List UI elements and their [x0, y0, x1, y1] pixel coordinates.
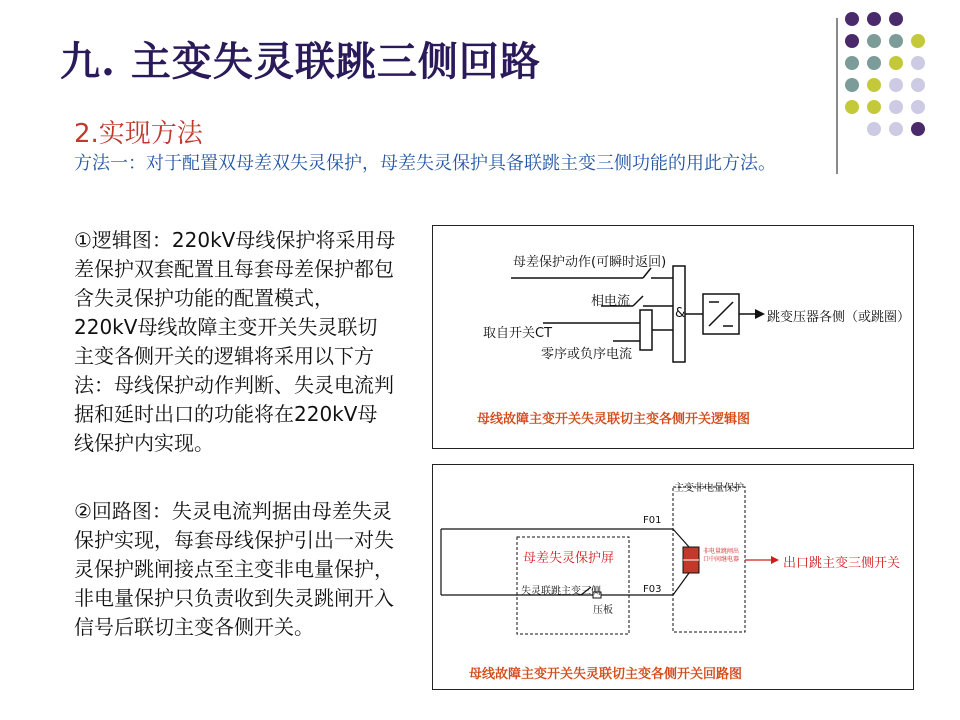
logic-diagram-explanation: ①逻辑图：220kV母线保护将采用母差保护双套配置且每套母差保护都包含失灵保护功能的配置模式，220kV母线故障主变开关失灵联切主变各侧开关的逻辑将采用以下方法：母线保护动作判断、失灵电流判据和延时出口的功能将在220kV母线保护内实现。 [74, 228, 396, 455]
pressure-plate-label: 压板 [593, 605, 613, 616]
logic-diagram [432, 225, 914, 449]
trip-output-label: 跳变压器各侧（或跳圈） [767, 310, 911, 325]
decorative-dot [889, 34, 903, 48]
method-description: 方法一：对于配置双母差双失灵保护，母差失灵保护具备联跳主变三侧功能的用此方法。 [74, 153, 776, 174]
relay-label: 非电量跳闸出口中间继电器 [703, 548, 740, 563]
slide-title: 九. 主变失灵联跳三侧回路 [60, 38, 541, 85]
decorative-dot [889, 12, 903, 26]
circuit-diagram [432, 464, 914, 690]
decorative-dot [911, 100, 925, 114]
decorative-dot-grid [845, 12, 945, 162]
title-divider [836, 18, 838, 174]
zero-sequence-label: 零序或负序电流 [541, 347, 633, 362]
decorative-dot [889, 56, 903, 70]
decorative-dot [867, 100, 881, 114]
decorative-dot [867, 122, 881, 136]
phase-current-label: 相电流 [591, 294, 631, 309]
terminal-f03-label: F03 [643, 584, 662, 595]
terminal-f01-label: F01 [643, 515, 662, 526]
decorative-dot [889, 100, 903, 114]
trip-contact-label: 失灵联跳主变三侧 [521, 586, 601, 597]
circuit-diagram-caption: 母线故障主变开关失灵联切主变各侧开关回路图 [469, 667, 743, 682]
output-trip-label: 出口跳主变三侧开关 [783, 556, 901, 571]
decorative-dot [867, 56, 881, 70]
decorative-dot [845, 78, 859, 92]
breaker-ct-label: 取自开关CT [483, 326, 553, 341]
decorative-dot [867, 34, 881, 48]
decorative-dot [911, 122, 925, 136]
circuit-diagram-explanation: ②回路图：失灵电流判据由母差失灵保护实现，每套母线保护引出一对失灵保护跳闸接点至主变非电量保护，非电量保护只负责收到失灵跳闸开入信号后联切主变各侧开关。 [74, 499, 394, 639]
section-subtitle: 2.实现方法 [74, 119, 203, 149]
decorative-dot [889, 78, 903, 92]
decorative-dot [867, 12, 881, 26]
decorative-dot [867, 78, 881, 92]
decorative-dot [845, 34, 859, 48]
decorative-dot [911, 34, 925, 48]
and-gate-label: & [675, 306, 686, 321]
logic-diagram-caption: 母线故障主变开关失灵联切主变各侧开关逻辑图 [477, 412, 751, 427]
nonelectric-protection-label: 主变非电量保护 [674, 483, 744, 494]
decorative-dot [889, 122, 903, 136]
circuit-diagram-lines [433, 465, 913, 689]
decorative-dot [845, 56, 859, 70]
busbar-diff-panel-label: 母差失灵保护屏 [523, 551, 615, 566]
decorative-dot [845, 100, 859, 114]
decorative-dot [911, 56, 925, 70]
decorative-dot [911, 78, 925, 92]
decorative-dot [845, 12, 859, 26]
busbar-protection-label: 母差保护动作(可瞬时返回) [513, 255, 667, 270]
